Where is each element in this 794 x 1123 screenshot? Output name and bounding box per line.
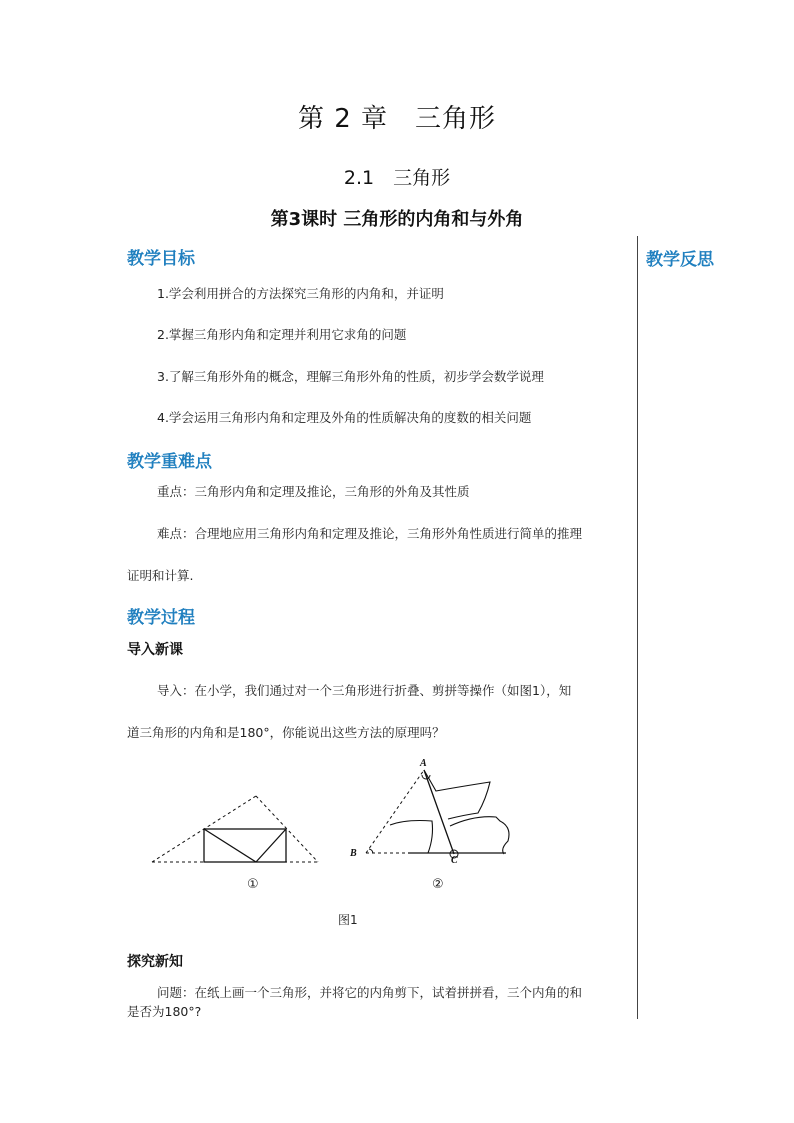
objectives-heading: 教学目标	[127, 249, 195, 269]
figure-1	[140, 755, 540, 880]
torn-corners-diagram	[366, 770, 509, 858]
focus-text: 重点：三角形内角和定理及推论，三角形的外角及其性质	[157, 484, 470, 499]
column-divider	[637, 236, 638, 1019]
vertex-c-label: C	[451, 855, 458, 866]
intro-text: 导入：在小学，我们通过对一个三角形进行折叠、剪拼等操作（如图1），知	[157, 683, 572, 698]
objective-item: 4.学会运用三角形内角和定理及外角的性质解决角的度数的相关问题	[157, 410, 532, 425]
reflection-heading: 教学反思	[646, 250, 714, 270]
section-title: 2.1 三角形	[343, 167, 451, 189]
intro-text-continued: 道三角形的内角和是180°，你能说出这些方法的原理吗？	[127, 725, 445, 740]
figure-2-part-label: ②	[432, 877, 444, 892]
difficulty-text: 难点：合理地应用三角形内角和定理及推论，三角形外角性质进行简单的推理	[157, 526, 583, 541]
figure-caption: 图1	[338, 913, 358, 927]
explore-subheading: 探究新知	[127, 954, 183, 970]
objective-item: 3.了解三角形外角的概念，理解三角形外角的性质，初步学会数学说理	[157, 369, 544, 384]
folded-triangle-diagram	[152, 796, 318, 862]
question-text-continued: 是否为180°?	[127, 1004, 202, 1019]
vertex-b-label: B	[350, 848, 357, 859]
lesson-title: 第3课时 三角形的内角和与外角	[270, 209, 524, 230]
difficulty-text-continued: 证明和计算.	[127, 568, 194, 583]
vertex-a-label: A	[420, 758, 427, 769]
question-text: 问题：在纸上画一个三角形，并将它的内角剪下，试着拼拼看，三个内角的和	[157, 985, 583, 1000]
intro-subheading: 导入新课	[127, 642, 183, 658]
process-heading: 教学过程	[127, 608, 195, 628]
objective-item: 1.学会利用拼合的方法探究三角形的内角和，并证明	[157, 286, 444, 301]
figure-1-part-label: ①	[247, 877, 259, 892]
chapter-title: 第 2 章 三角形	[297, 104, 497, 134]
objective-item: 2.掌握三角形内角和定理并利用它求角的问题	[157, 327, 407, 342]
key-points-heading: 教学重难点	[127, 452, 212, 472]
